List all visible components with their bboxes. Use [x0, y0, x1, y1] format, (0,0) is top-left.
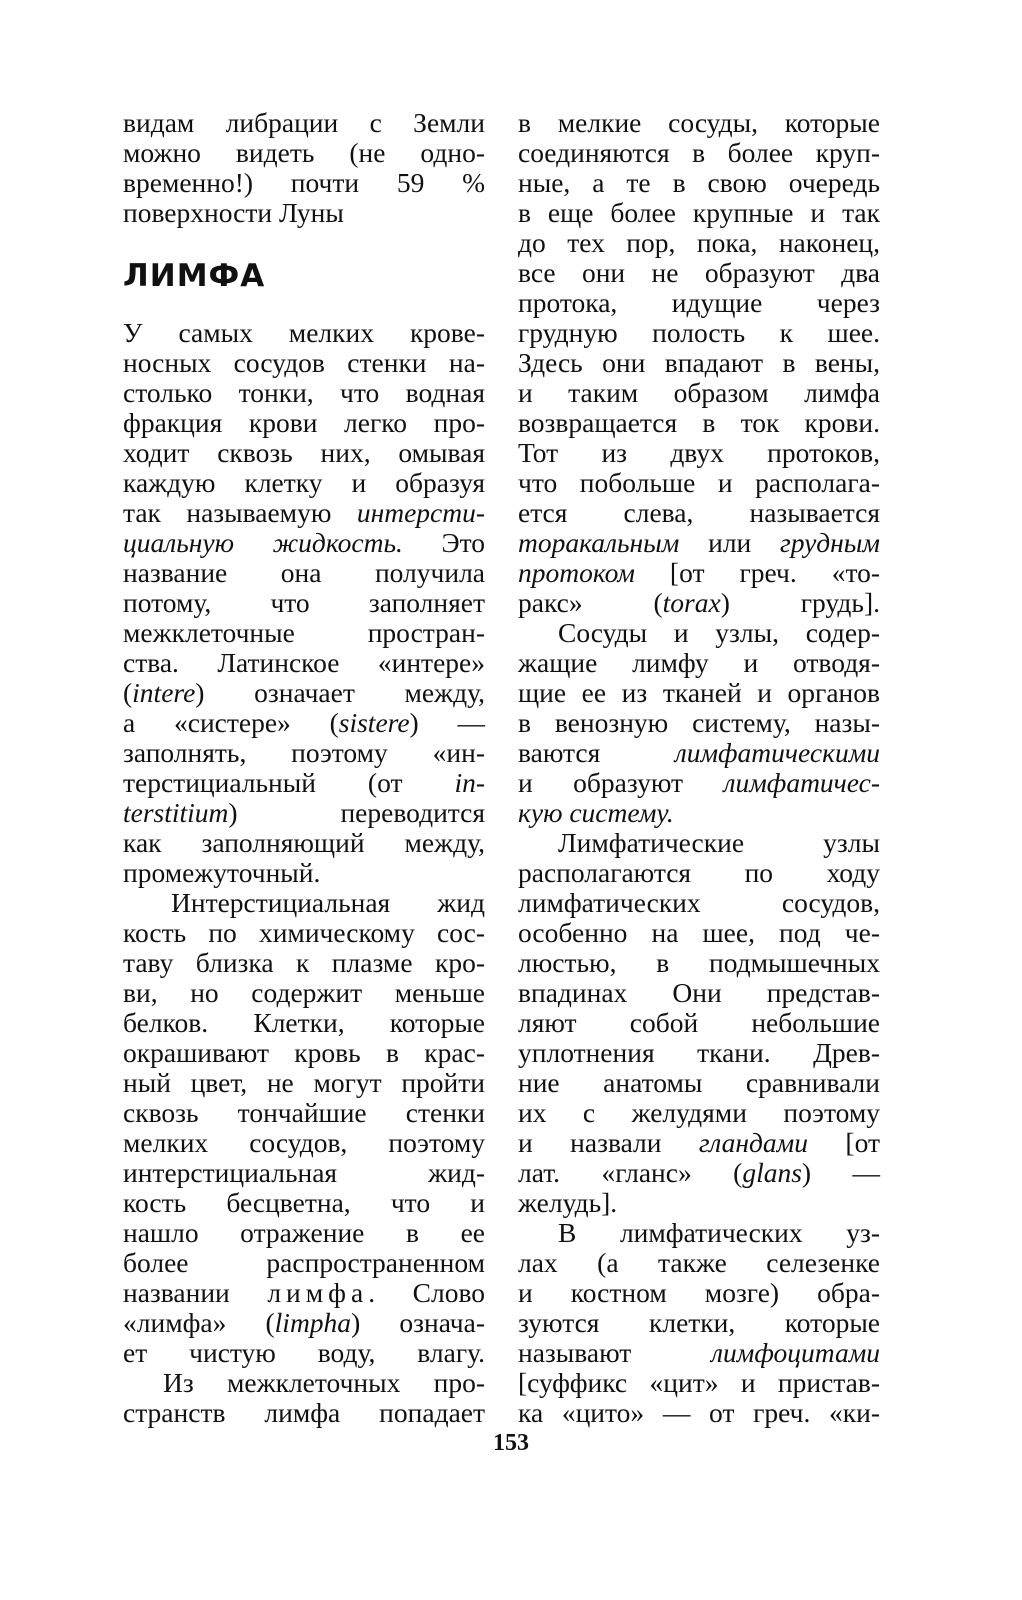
italic-term: лимфатическими: [674, 737, 880, 768]
section-heading: ЛИМФА: [123, 258, 266, 294]
text-line: В лимфатических уз-: [558, 1217, 880, 1248]
text-run: ) означа-: [351, 1307, 485, 1338]
text-line: Интерстициальная жид: [171, 887, 485, 918]
text-line: промежуточный.: [123, 857, 321, 888]
text-run: Это: [441, 527, 485, 558]
italic-term: torax: [662, 587, 721, 618]
text-run: ваются: [518, 737, 601, 768]
italic-term: протоком: [518, 557, 635, 588]
text-line: [123, 798, 485, 828]
text-line: люстью, в подмышечных: [518, 947, 880, 978]
text-line: поверхности Луны: [123, 197, 344, 228]
text-run: и назвали: [518, 1127, 662, 1158]
text-line: Сосуды и узлы, содер-: [558, 617, 880, 648]
text-line: их с желудями поэтому: [518, 1097, 880, 1128]
text-line: ка «цито» — от греч. «ки-: [518, 1397, 880, 1428]
italic-term: лимфатичес-: [723, 767, 881, 798]
text-line: лимфатических сосудов,: [518, 887, 880, 918]
text-line: сквозь тончайшие стенки: [123, 1097, 485, 1128]
text-line: [518, 1158, 880, 1188]
italic-term: terstitium: [123, 797, 229, 828]
italic-term: intere: [132, 677, 196, 708]
text-line: более распространенном: [123, 1247, 485, 1278]
text-line: мелких сосудов, поэтому: [123, 1127, 485, 1158]
text-line: [518, 1338, 880, 1368]
text-line: возвращается в ток крови.: [518, 407, 880, 438]
italic-term: интерсти-: [356, 497, 485, 528]
text-run: а «систере» (: [123, 707, 339, 738]
text-line: [518, 738, 880, 768]
text-line: что побольше и располага-: [518, 467, 880, 498]
text-line: до тех пор, пока, наконец,: [518, 227, 880, 258]
text-line: видам либрации с Земли: [123, 107, 485, 138]
text-line: [123, 1278, 485, 1308]
text-line: протока, идущие через: [518, 287, 880, 318]
text-line: уплотнения ткани. Древ-: [518, 1037, 880, 1068]
text-line: в венозную систему, назы-: [518, 707, 880, 738]
text-line: межклеточные простран-: [123, 617, 485, 648]
text-run: ) означает между,: [195, 677, 485, 708]
text-run: ) —: [409, 707, 485, 738]
text-line: кость по химическому сос-: [123, 917, 485, 948]
text-run: и образуют: [518, 767, 684, 798]
text-line: располагаются по ходу: [518, 857, 880, 888]
text-run: [от: [845, 1127, 880, 1158]
italic-term: limpha: [274, 1307, 352, 1338]
text-line: ется слева, называется: [518, 497, 880, 528]
text-line: Из межклеточных про-: [163, 1367, 485, 1398]
text-run: терстициальный (от: [123, 767, 403, 798]
text-run: или: [708, 527, 752, 558]
text-run: названии: [123, 1277, 230, 1308]
text-line: щие ее из тканей и органов: [518, 677, 880, 708]
text-line: ви, но содержит меньше: [123, 977, 485, 1008]
text-line: таву близка к плазме кро-: [123, 947, 485, 978]
text-line: фракция крови легко про-: [123, 407, 485, 438]
text-line: ства. Латинское «интере»: [123, 647, 485, 678]
text-line: Тот из двух протоков,: [518, 437, 880, 468]
italic-term: лимфоцитами: [711, 1337, 880, 1368]
text-line: странств лимфа попадает: [123, 1397, 485, 1428]
text-line: [123, 708, 485, 738]
text-line: ходит сквозь них, омывая: [123, 437, 485, 468]
text-line: ет чистую воду, влагу.: [123, 1337, 485, 1368]
text-line: носных сосудов стенки на-: [123, 347, 485, 378]
text-line: [123, 1308, 485, 1338]
italic-term: кую систему.: [518, 797, 674, 828]
text-line: ние анатомы сравнивали: [518, 1067, 880, 1098]
text-line: Здесь они впадают в вены,: [518, 347, 880, 378]
text-run: ракс» (: [518, 587, 663, 618]
text-run: ) грудь].: [720, 587, 880, 618]
page-number: 153: [493, 1430, 529, 1456]
text-line: [123, 498, 485, 528]
text-line: название она получила: [123, 557, 485, 588]
text-line: Лимфатические узлы: [558, 827, 880, 858]
text-line: все они не образуют два: [518, 257, 880, 288]
text-line: [518, 768, 880, 798]
text-line: [518, 558, 880, 588]
text-line: нашло отражение в ее: [123, 1217, 485, 1248]
right-column: [518, 108, 880, 1428]
italic-term: sistere: [338, 707, 410, 738]
text-line: ные, а те в свою очередь: [518, 167, 880, 198]
text-line: каждую клетку и образуя: [123, 467, 485, 498]
text-line: как заполняющий между,: [123, 827, 485, 858]
text-line: желудь].: [518, 1187, 618, 1218]
text-run: . Слово: [368, 1277, 485, 1308]
text-line: зуются клетки, которые: [518, 1307, 880, 1338]
text-line: соединяются в более круп-: [518, 137, 880, 168]
text-line: потому, что заполняет: [123, 587, 485, 618]
text-line: ный цвет, не могут пройти: [123, 1067, 485, 1098]
italic-term: in-: [454, 767, 485, 798]
text-line: столько тонки, что водная: [123, 377, 485, 408]
text-run: ) —: [801, 1157, 880, 1188]
text-line: можно видеть (не одно-: [123, 137, 485, 168]
left-column: [123, 108, 485, 1428]
text-line: У самых мелких крове-: [123, 317, 485, 348]
text-line: в еще более крупные и так: [518, 197, 880, 228]
text-line: [518, 528, 880, 558]
text-line: окрашивают кровь в крас-: [123, 1037, 485, 1068]
text-run: «лимфа» (: [123, 1307, 275, 1338]
text-line: ляют собой небольшие: [518, 1007, 880, 1038]
text-line: временно!) почти 59 %: [123, 167, 485, 198]
spaced-term: лимфа: [267, 1277, 369, 1308]
italic-term: циальную жидкость.: [123, 527, 403, 558]
text-run: ) переводится: [228, 797, 485, 828]
text-line: [518, 588, 880, 618]
text-line: впадинах Они представ-: [518, 977, 880, 1008]
text-line: [123, 768, 485, 798]
text-run: так называемую: [123, 497, 332, 528]
text-line: белков. Клетки, которые: [123, 1007, 485, 1038]
text-run: называют: [518, 1337, 632, 1368]
italic-term: грудным: [780, 527, 880, 558]
text-line: заполнять, поэтому «ин-: [123, 737, 485, 768]
italic-term: гландами: [698, 1127, 808, 1158]
text-line: в мелкие сосуды, которые: [518, 107, 880, 138]
italic-term: торакальным: [518, 527, 680, 558]
text-line: и костном мозге) обра-: [518, 1277, 880, 1308]
text-line: [518, 1128, 880, 1158]
text-line: [518, 798, 880, 828]
text-run: (: [123, 677, 133, 708]
italic-term: glans: [742, 1157, 802, 1188]
text-line: и таким образом лимфа: [518, 377, 880, 408]
text-line: [суффикс «цит» и пристав-: [518, 1367, 880, 1398]
text-line: [123, 678, 485, 708]
text-line: [123, 528, 485, 558]
text-run: [от греч. «то-: [669, 557, 881, 588]
text-line: лах (а также селезенке: [518, 1247, 880, 1278]
text-run: лат. «гланс» (: [518, 1157, 743, 1188]
text-line: кость бесцветна, что и: [123, 1187, 485, 1218]
text-line: грудную полость к шее.: [518, 317, 880, 348]
text-line: интерстициальная жид-: [123, 1157, 485, 1188]
text-line: особенно на шее, под че-: [518, 917, 880, 948]
text-line: жащие лимфу и отводя-: [518, 647, 880, 678]
